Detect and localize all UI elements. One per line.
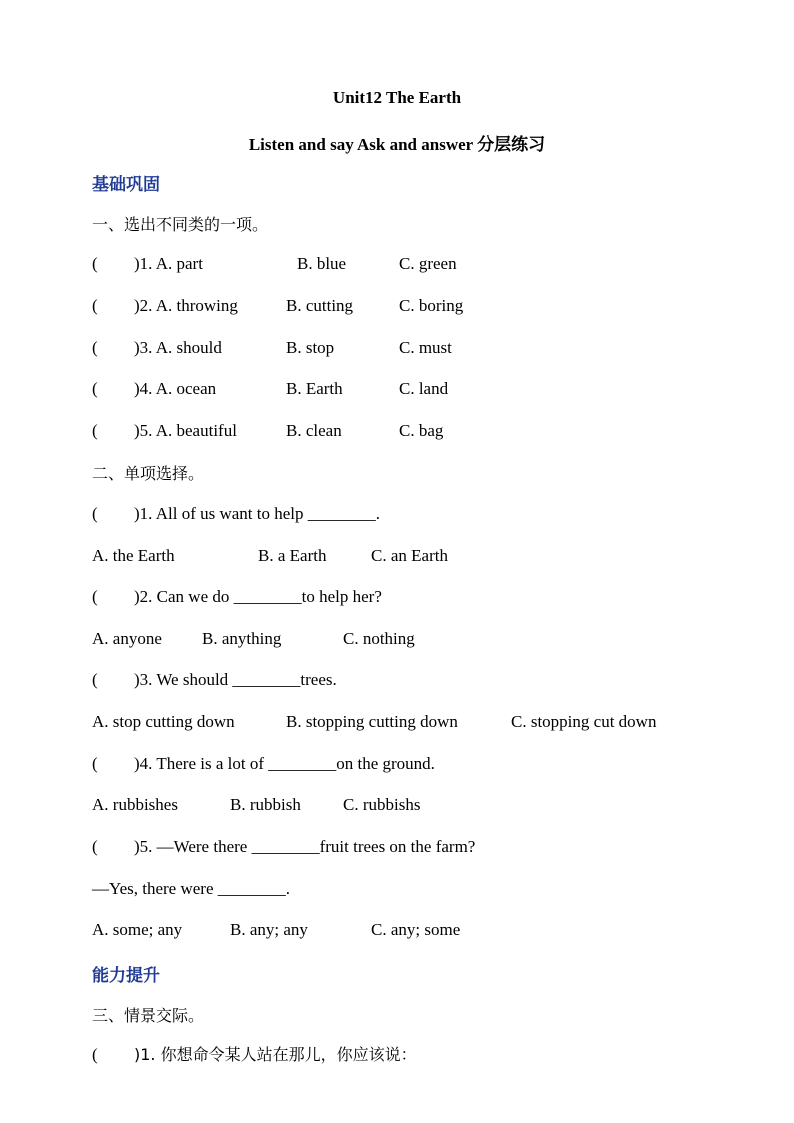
option-c: C. bag — [399, 421, 444, 440]
question-text: )1. All of us want to help ________. — [134, 504, 381, 523]
heading-basic: 基础巩固 — [92, 175, 160, 195]
option-c: C. must — [399, 338, 452, 357]
section2-title: 二、单项选择。 — [92, 464, 205, 483]
paren-open: ( — [92, 504, 98, 523]
option-b: B. a Earth — [258, 546, 327, 565]
item-text: )4. A. ocean — [134, 379, 217, 398]
option-c: C. any; some — [371, 920, 461, 939]
page-subtitle: Listen and say Ask and answer 分层练习 — [248, 135, 546, 154]
item-text: )3. A. should — [134, 338, 222, 357]
option-a: A. anyone — [92, 629, 162, 648]
question-text: )5. —Were there ________fruit trees on the farm? — [134, 837, 476, 856]
paren-open: ( — [92, 379, 98, 398]
option-c: C. land — [399, 379, 449, 398]
option-b: B. anything — [202, 629, 282, 648]
option-b: B. rubbish — [230, 795, 301, 814]
paren-open: ( — [92, 254, 98, 273]
paren-open: ( — [92, 421, 98, 440]
option-c: C. rubbishs — [343, 795, 421, 814]
paren-open: ( — [92, 1045, 98, 1064]
option-c: C. boring — [399, 296, 464, 315]
reply-text: —Yes, there were ________. — [92, 879, 290, 898]
option-c: C. stopping cut down — [511, 712, 657, 731]
question-text: )2. Can we do ________to help her? — [134, 587, 382, 606]
question-text: )1. 你想命令某人站在那儿，你应该说： — [134, 1045, 417, 1064]
item-text: )1. A. part — [134, 254, 203, 273]
option-a: A. some; any — [92, 920, 183, 939]
item-text: )2. A. throwing — [134, 296, 238, 315]
question-text: )4. There is a lot of ________on the ground. — [134, 754, 435, 773]
option-b: B. stopping cutting down — [286, 712, 458, 731]
question-text: )3. We should ________trees. — [134, 670, 337, 689]
section1-title: 一、选出不同类的一项。 — [92, 215, 269, 234]
paren-open: ( — [92, 338, 98, 357]
option-a: A. rubbishes — [92, 795, 178, 814]
paren-open: ( — [92, 296, 98, 315]
option-a: A. stop cutting down — [92, 712, 235, 731]
section3-title: 三、情景交际。 — [92, 1006, 205, 1025]
item-text: )5. A. beautiful — [134, 421, 237, 440]
option-b: B. Earth — [286, 379, 343, 398]
page-title: Unit12 The Earth — [332, 88, 462, 107]
paren-open: ( — [92, 670, 98, 689]
option-c: C. green — [399, 254, 457, 273]
paren-open: ( — [92, 587, 98, 606]
option-b: B. blue — [297, 254, 347, 273]
option-a: A. the Earth — [92, 546, 175, 565]
option-b: B. clean — [286, 421, 342, 440]
option-c: C. an Earth — [371, 546, 448, 565]
option-b: B. stop — [286, 338, 335, 357]
paren-open: ( — [92, 837, 98, 856]
heading-advanced: 能力提升 — [92, 966, 160, 986]
option-b: B. cutting — [286, 296, 354, 315]
paren-open: ( — [92, 754, 98, 773]
option-b: B. any; any — [230, 920, 308, 939]
option-c: C. nothing — [343, 629, 415, 648]
